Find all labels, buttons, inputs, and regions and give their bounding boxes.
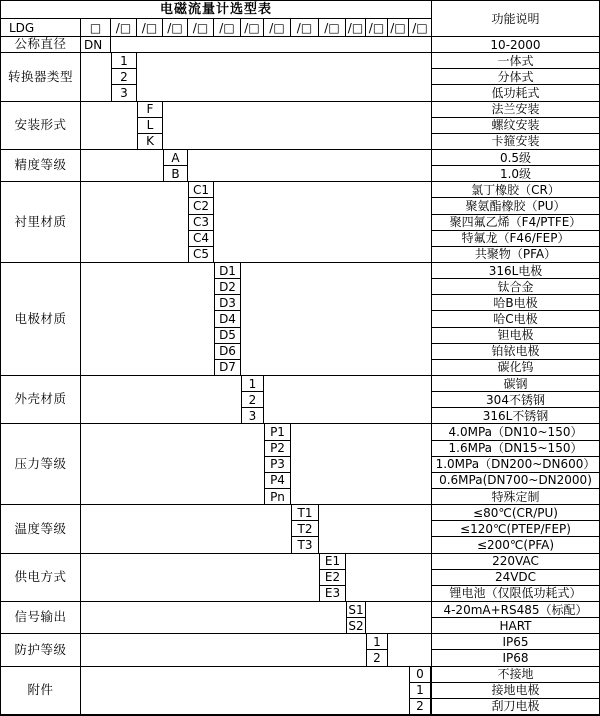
filler: [81, 634, 366, 666]
code-cell: K: [137, 134, 163, 150]
desc-cell: 低功耗式: [431, 85, 599, 101]
desc-cell: 碳化钨: [431, 360, 599, 376]
code-cell: P3: [264, 457, 291, 473]
desc-cell: 螺纹安装: [431, 118, 599, 134]
model-code-slot: /□: [111, 19, 137, 37]
filler: [111, 37, 431, 53]
code-cell: DN: [81, 37, 111, 53]
desc-cell: 10-2000: [431, 37, 599, 53]
category-label: 安装形式: [1, 102, 81, 150]
filler: [81, 102, 137, 150]
desc-cell: 碳钢: [431, 376, 599, 392]
desc-cell: 1.0MPa（DN200~DN600）: [431, 457, 599, 473]
desc-cell: 220VAC: [431, 554, 599, 570]
desc-cell: 铂铱电极: [431, 344, 599, 360]
desc-cell: 刮刀电极: [431, 699, 599, 715]
code-cell: D1: [214, 263, 241, 279]
desc-cell: 4-20mA+RS485（标配）: [431, 602, 599, 618]
filler: [388, 634, 431, 666]
filler: [291, 424, 431, 505]
filler: [163, 102, 431, 150]
code-cell: D2: [214, 279, 241, 295]
model-prefix-ldg: LDG: [1, 19, 81, 37]
desc-cell: 316L不锈钢: [431, 408, 599, 424]
code-cell: T3: [291, 537, 319, 553]
code-cell: 1: [409, 683, 431, 699]
code-cell: C5: [188, 247, 214, 263]
code-cell: 1: [111, 53, 137, 69]
category-label: 外壳材质: [1, 376, 81, 424]
code-cell: D7: [214, 360, 241, 376]
filler: [137, 53, 431, 101]
model-code-slot: /□: [319, 19, 346, 37]
filler: [214, 182, 431, 263]
model-code-slot: /□: [188, 19, 214, 37]
code-cell: 1: [366, 634, 388, 650]
desc-cell: 聚氨酯橡胶（PU）: [431, 198, 599, 214]
code-cell: 1: [241, 376, 264, 392]
code-cell: 3: [241, 408, 264, 424]
desc-cell: ≤120℃(PTEP/FEP): [431, 521, 599, 537]
desc-cell: 4.0MPa（DN10~150）: [431, 424, 599, 440]
desc-cell: 特殊定制: [431, 489, 599, 505]
desc-cell: 氯丁橡胶（CR）: [431, 182, 599, 198]
code-cell: B: [163, 166, 188, 182]
filler: [81, 554, 319, 602]
category-label: 附件: [1, 667, 81, 715]
code-cell: 2: [241, 392, 264, 408]
code-cell: P2: [264, 441, 291, 457]
filler: [346, 554, 431, 602]
model-code-slot: /□: [388, 19, 409, 37]
category-label: 供电方式: [1, 554, 81, 602]
code-cell: P1: [264, 424, 291, 440]
desc-cell: 0.6MPa(DN700~DN2000): [431, 473, 599, 489]
model-code-slot: /□: [264, 19, 291, 37]
model-code-slot: /□: [241, 19, 264, 37]
model-code-slot: /□: [137, 19, 163, 37]
model-code-slot: /□: [214, 19, 241, 37]
code-cell: 2: [111, 69, 137, 85]
code-cell: F: [137, 102, 163, 118]
code-cell: S2: [346, 618, 366, 634]
model-code-slot: /□: [366, 19, 388, 37]
model-code-slot: /□: [409, 19, 431, 37]
code-cell: D4: [214, 311, 241, 327]
filler: [81, 424, 264, 505]
model-code-slot: /□: [163, 19, 188, 37]
code-cell: A: [163, 150, 188, 166]
filler: [188, 150, 431, 182]
code-cell: E3: [319, 586, 346, 602]
category-label: 温度等级: [1, 505, 81, 553]
filler: [81, 505, 291, 553]
desc-cell: 不接地: [431, 667, 599, 683]
filler: [81, 182, 188, 263]
desc-cell: 304不锈钢: [431, 392, 599, 408]
filler: [81, 263, 214, 376]
desc-cell: 钛合金: [431, 279, 599, 295]
desc-cell: 聚四氟乙烯（F4/PTFE）: [431, 215, 599, 231]
desc-cell: IP65: [431, 634, 599, 650]
code-cell: L: [137, 118, 163, 134]
desc-cell: 锂电池（仅限低功耗式）: [431, 586, 599, 602]
filler: [241, 263, 431, 376]
code-cell: C1: [188, 182, 214, 198]
code-cell: E2: [319, 570, 346, 586]
desc-cell: ≤80℃(CR/PU): [431, 505, 599, 521]
desc-cell: HART: [431, 618, 599, 634]
code-cell: 2: [366, 650, 388, 666]
category-label: 衬里材质: [1, 182, 81, 263]
desc-cell: 一体式: [431, 53, 599, 69]
category-label: 精度等级: [1, 150, 81, 182]
desc-cell: 0.5级: [431, 150, 599, 166]
desc-cell: 哈C电极: [431, 311, 599, 327]
desc-cell: 24VDC: [431, 570, 599, 586]
desc-cell: 1.6MPa（DN15~150）: [431, 441, 599, 457]
filler: [81, 53, 111, 101]
code-cell: C3: [188, 215, 214, 231]
code-cell: S1: [346, 602, 366, 618]
desc-cell: 1.0级: [431, 166, 599, 182]
desc-cell: 钽电极: [431, 328, 599, 344]
category-label: 公称直径: [1, 37, 81, 53]
category-label: 信号输出: [1, 602, 81, 634]
desc-cell: IP68: [431, 650, 599, 666]
desc-cell: 分体式: [431, 69, 599, 85]
filler: [264, 376, 431, 424]
code-cell: 0: [409, 667, 431, 683]
desc-cell: 共聚物（PFA）: [431, 247, 599, 263]
code-cell: C2: [188, 198, 214, 214]
desc-cell: 法兰安装: [431, 102, 599, 118]
desc-cell: 特氟龙（F46/FEP）: [431, 231, 599, 247]
code-cell: D3: [214, 295, 241, 311]
table-title: 电磁流量计选型表: [1, 1, 431, 19]
code-cell: T1: [291, 505, 319, 521]
category-label: 转换器类型: [1, 53, 81, 101]
category-label: 压力等级: [1, 424, 81, 505]
code-cell: E1: [319, 554, 346, 570]
category-label: 防护等级: [1, 634, 81, 666]
code-cell: D5: [214, 328, 241, 344]
desc-cell: 哈B电极: [431, 295, 599, 311]
desc-cell: 316L电极: [431, 263, 599, 279]
filler: [81, 150, 163, 182]
code-cell: 2: [409, 699, 431, 715]
filler: [81, 376, 241, 424]
code-cell: C4: [188, 231, 214, 247]
code-cell: D6: [214, 344, 241, 360]
code-cell: T2: [291, 521, 319, 537]
code-cell: Pn: [264, 489, 291, 505]
code-cell: 3: [111, 85, 137, 101]
model-code-box: □: [81, 19, 111, 37]
filler: [81, 602, 346, 634]
filler: [81, 667, 409, 715]
model-code-slot: /□: [291, 19, 319, 37]
filler: [366, 602, 431, 634]
model-code-slot: /□: [346, 19, 366, 37]
desc-cell: 卡箍安装: [431, 134, 599, 150]
desc-cell: ≤200℃(PFA): [431, 537, 599, 553]
code-cell: P4: [264, 473, 291, 489]
category-label: 电极材质: [1, 263, 81, 376]
desc-cell: 接地电极: [431, 683, 599, 699]
filler: [319, 505, 431, 553]
function-column-header: 功能说明: [431, 1, 599, 37]
